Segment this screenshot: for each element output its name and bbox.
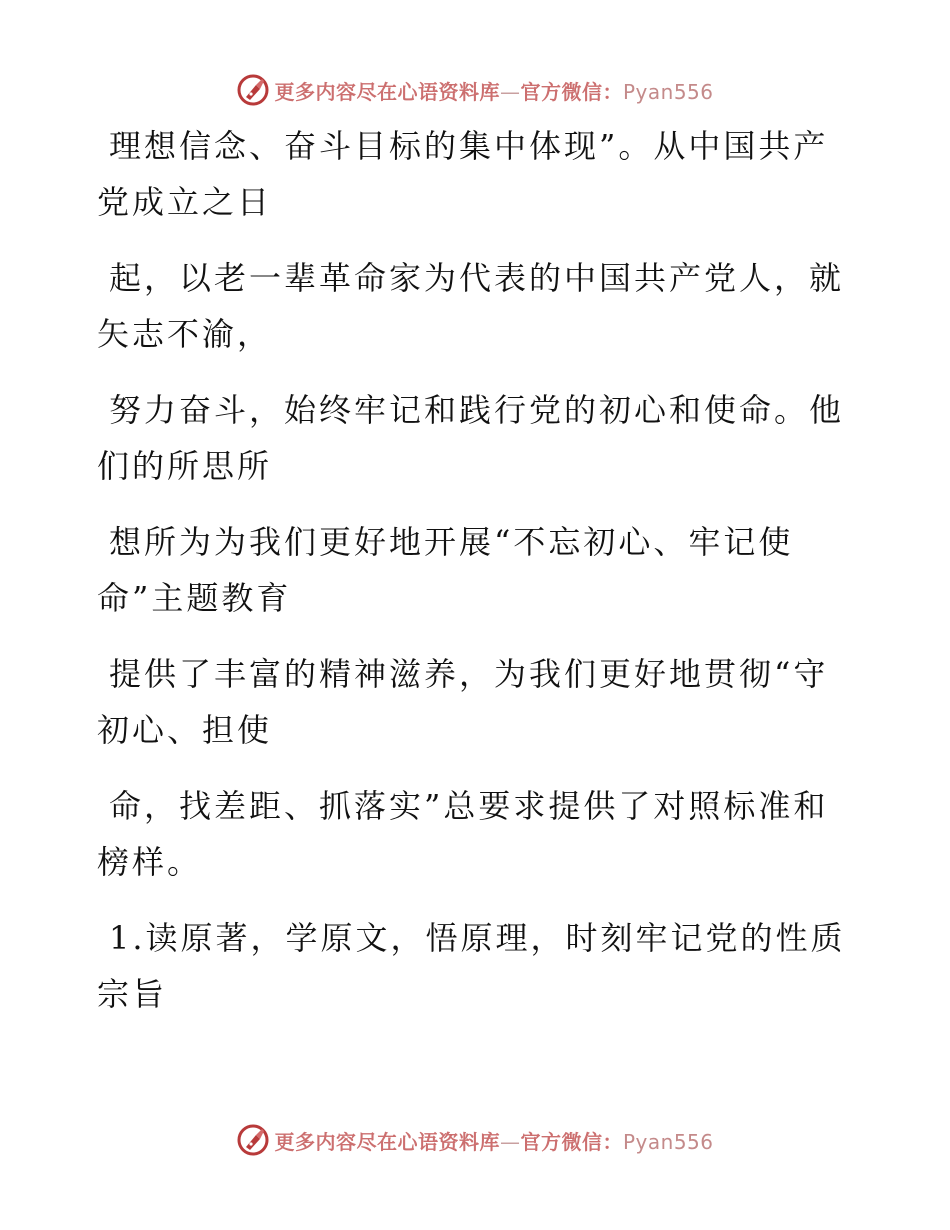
paragraph-1-line-2: 党成立之日	[97, 183, 273, 221]
footer-wechat-id: Pyan556	[622, 1129, 714, 1154]
document-body	[97, 118, 846, 1042]
paragraph-5-line-1: 提供了丰富的精神滋养，为我们更好地贯彻“守	[109, 655, 829, 693]
header-wechat-label: 官方微信：	[520, 79, 623, 104]
footer-dash: —	[499, 1129, 521, 1154]
paragraph-4-line-2: 命”主题教育	[97, 579, 292, 617]
footer-banner-text	[274, 1126, 713, 1155]
paragraph-1-line-1: 理想信念、奋斗目标的集中体现”。从中国共产	[109, 127, 829, 165]
paragraph-2	[97, 250, 845, 362]
paragraph-7-line-2: 宗旨	[97, 975, 168, 1013]
header-watermark-banner	[0, 70, 950, 110]
pen-nib-logo-icon	[236, 73, 270, 107]
paragraph-5-line-2: 初心、担使	[97, 711, 273, 749]
paragraph-5	[97, 646, 837, 758]
paragraph-2-line-1: 起，以老一辈革命家为代表的中国共产党人，就	[109, 259, 845, 297]
footer-wechat-label: 官方微信：	[520, 1129, 623, 1154]
footer-watermark-banner	[0, 1120, 950, 1160]
paragraph-6-line-2: 榜样。	[97, 843, 203, 881]
footer-brand-text: 更多内容尽在心语资料库	[274, 1129, 500, 1154]
pen-nib-logo-icon	[236, 1123, 270, 1157]
paragraph-6-line-1: 命，找差距、抓落实”总要求提供了对照标准和	[109, 787, 829, 825]
header-wechat-id: Pyan556	[622, 79, 714, 104]
header-brand-text: 更多内容尽在心语资料库	[274, 79, 500, 104]
paragraph-1	[97, 118, 837, 230]
paragraph-7	[97, 910, 846, 1022]
paragraph-4	[97, 514, 837, 626]
paragraph-6	[97, 778, 837, 890]
header-dash: —	[499, 79, 521, 104]
paragraph-3-line-2: 们的所思所	[97, 447, 273, 485]
paragraph-4-line-1: 想所为为我们更好地开展“不忘初心、牢记使	[109, 523, 794, 561]
header-banner-text	[274, 76, 713, 105]
paragraph-2-line-2: 矢志不渝，	[97, 315, 273, 353]
paragraph-3-line-1: 努力奋斗，始终牢记和践行党的初心和使命。他	[109, 391, 845, 429]
paragraph-3	[97, 382, 845, 494]
paragraph-7-line-1: 1.读原著，学原文，悟原理，时刻牢记党的性质	[109, 919, 846, 957]
